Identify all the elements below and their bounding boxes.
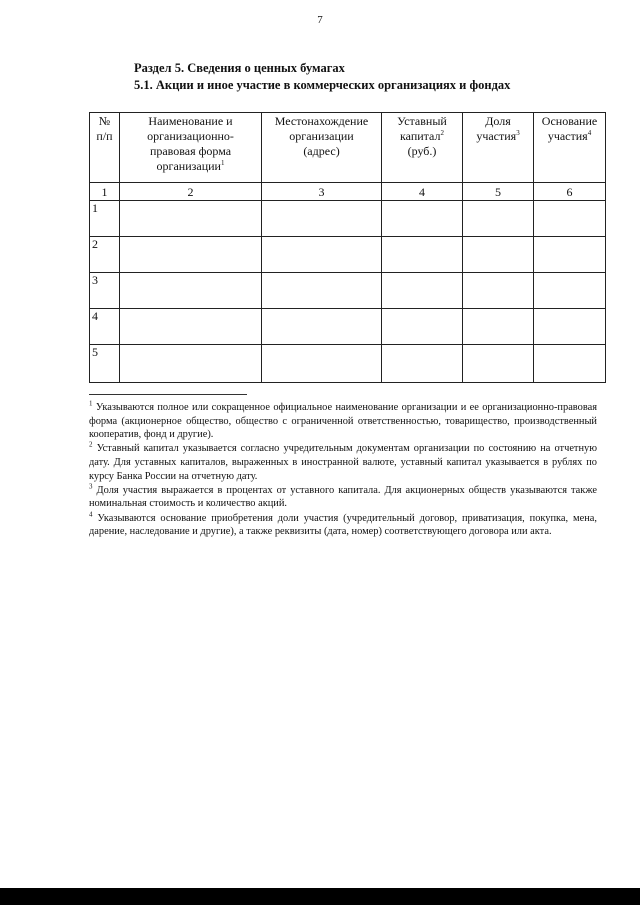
table-cell <box>120 201 262 237</box>
table-row <box>90 273 606 309</box>
table-cell <box>534 237 606 273</box>
page-number: 7 <box>317 14 323 26</box>
header-col-4: Уставный капитал$^2$ (руб.) <box>382 113 463 183</box>
table-cell <box>262 237 382 273</box>
table-cell <box>262 201 382 237</box>
securities-table <box>89 112 606 383</box>
subsection-title: 5.1. Акции и иное участие в коммерческих организациях и фондах <box>134 78 511 92</box>
table-cell <box>534 345 606 383</box>
column-number: 1 <box>90 183 120 201</box>
footnote-mark: 2 <box>89 440 93 449</box>
column-number-row <box>90 183 606 201</box>
table-cell <box>534 309 606 345</box>
row-number: 2 <box>90 237 120 273</box>
header-col-2: Наименование и организационно- правовая форма организации$^1$ <box>120 113 262 183</box>
header-col-1: № п/п <box>90 113 120 183</box>
row-number: 4 <box>90 309 120 345</box>
footnote-separator <box>89 394 247 395</box>
table-row <box>90 345 606 383</box>
table-cell <box>534 201 606 237</box>
table-cell <box>120 273 262 309</box>
table-cell <box>382 345 463 383</box>
table-cell <box>382 309 463 345</box>
table-cell <box>120 309 262 345</box>
table-cell <box>463 201 534 237</box>
footnote-mark: 1 <box>89 399 93 408</box>
column-number: 4 <box>382 183 463 201</box>
table-cell <box>463 345 534 383</box>
table-cell <box>120 345 262 383</box>
row-number: 5 <box>90 345 120 383</box>
footnote-mark: 3 <box>89 482 93 491</box>
column-number: 5 <box>463 183 534 201</box>
row-number: 3 <box>90 273 120 309</box>
table-cell <box>463 237 534 273</box>
footnote-2: $^2$ Уставный капитал указывается согласно учредительным документам организации по состоянию на отчетную дату. Для уставных капиталов, выраженных в иностранной валюте, уставный капитал указывается в рублях по курсу Банка России на отчетную дату. <box>89 440 597 482</box>
table-cell <box>534 273 606 309</box>
table-cell <box>262 273 382 309</box>
table-cell <box>382 273 463 309</box>
footnotes <box>89 401 597 539</box>
table-cell <box>382 237 463 273</box>
footnote-4: $^4$ Указываются основание приобретения доли участия (учредительный договор, приватизация, покупка, мена, дарение, наследование и другие), а также реквизиты (дата, номер) соответствующего договора или акта. <box>89 510 597 538</box>
row-number: 1 <box>90 201 120 237</box>
section-title: Раздел 5. Сведения о ценных бумагах <box>134 61 345 75</box>
table-header-row <box>90 113 606 183</box>
table-cell <box>463 273 534 309</box>
table-cell <box>262 345 382 383</box>
column-number: 2 <box>120 183 262 201</box>
table-cell <box>382 201 463 237</box>
scan-bottom-edge <box>0 888 640 905</box>
table-cell <box>463 309 534 345</box>
header-col-3: Местонахождение организации (адрес) <box>262 113 382 183</box>
header-col-5: Доля участия$^3$ <box>463 113 534 183</box>
column-number: 3 <box>262 183 382 201</box>
column-number: 6 <box>534 183 606 201</box>
table-row <box>90 237 606 273</box>
footnote-mark: 4 <box>89 510 93 519</box>
table-row <box>90 309 606 345</box>
table-cell <box>262 309 382 345</box>
table-cell <box>120 237 262 273</box>
table-row <box>90 201 606 237</box>
header-col-6: Основание участия$^4$ <box>534 113 606 183</box>
footnote-1: $^1$ Указываются полное или сокращенное официальное наименование организации и ее организационно-правовая форма (акционерное общество, общество с ограниченной ответственностью, товарищество, производственный кооператив, фонд и другие). <box>89 399 597 441</box>
footnote-3: $^3$ Доля участия выражается в процентах от уставного капитала. Для акционерных обществ указываются также номинальная стоимость и количество акций. <box>89 482 597 510</box>
